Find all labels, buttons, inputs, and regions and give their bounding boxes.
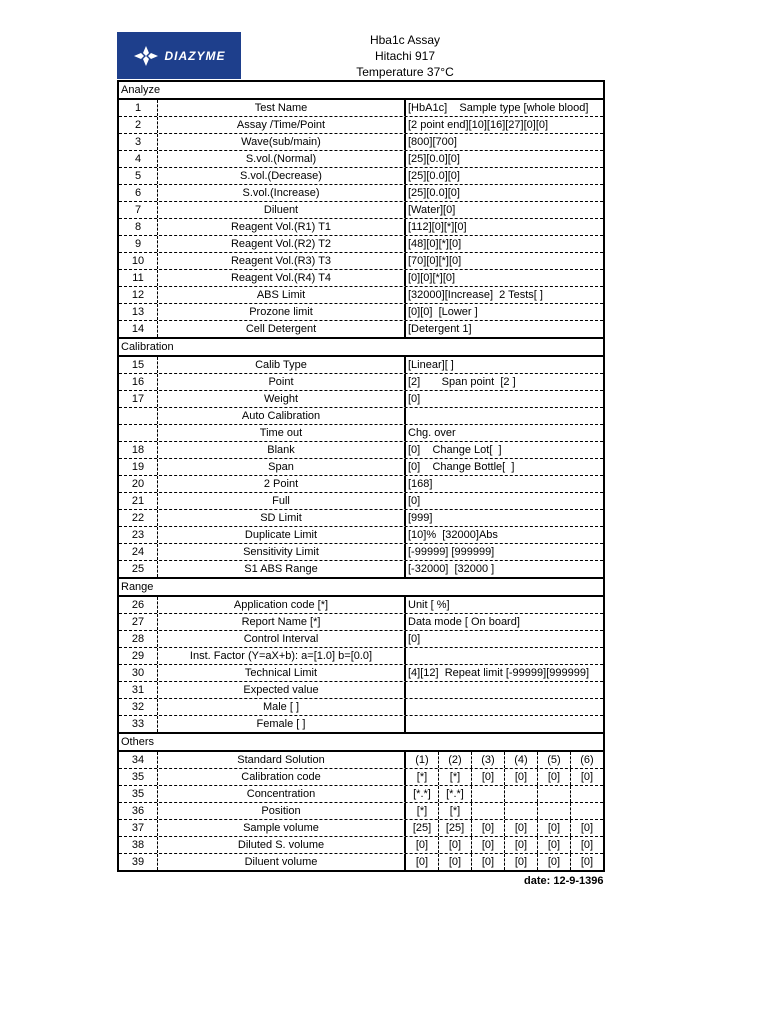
parameter-row (119, 614, 603, 631)
standard-cells (406, 820, 603, 836)
parameter-value: [0] (408, 495, 421, 507)
parameter-name: Position (158, 803, 406, 819)
standard-cell: [25] (439, 820, 472, 836)
row-number: 23 (119, 527, 158, 543)
parameter-name: Sensitivity Limit (158, 544, 406, 560)
standard-cell: [0] (406, 854, 439, 870)
parameter-name: S.vol.(Increase) (158, 185, 406, 201)
parameter-value (406, 682, 603, 698)
parameter-value: [0] (408, 393, 421, 405)
parameter-row (119, 476, 603, 493)
parameter-name: ABS Limit (158, 287, 406, 303)
standard-cell: [*] (439, 769, 472, 785)
parameter-value: [0] Change Bottle[ ] (408, 461, 515, 473)
parameter-row (119, 151, 603, 168)
section-title-others: Others (119, 734, 603, 752)
parameter-value (406, 648, 603, 664)
standard-cell: [0] (538, 854, 571, 870)
section-title-analyze: Analyze (119, 82, 603, 100)
standard-cell (472, 786, 505, 802)
parameter-name: Calib Type (158, 357, 406, 373)
standard-cell (505, 786, 538, 802)
standard-cell (538, 786, 571, 802)
parameter-name: Assay /Time/Point (158, 117, 406, 133)
row-number: 19 (119, 459, 158, 475)
parameter-row (119, 236, 603, 253)
parameter-name: Reagent Vol.(R3) T3 (158, 253, 406, 269)
parameter-value: [999] (408, 512, 433, 524)
standard-cell: [0] (505, 769, 538, 785)
parameter-row (119, 682, 603, 699)
row-number: 3 (119, 134, 158, 150)
standard-cell: [*] (406, 769, 439, 785)
parameter-value: [0] (408, 633, 421, 645)
standard-cell: [0] (505, 854, 538, 870)
standard-cells (406, 752, 603, 768)
parameter-name: Diluted S. volume (158, 837, 406, 853)
header-instrument: Hitachi 917 (374, 49, 436, 63)
parameter-row (119, 716, 603, 734)
logo-text: DIAZYME (164, 48, 226, 63)
standard-cell: [0] (472, 769, 505, 785)
parameter-name: Technical Limit (158, 665, 406, 681)
parameter-value: [32000][Increase] 2 Tests[ ] (408, 289, 543, 301)
parameter-name: Full (158, 493, 406, 509)
row-number: 25 (119, 561, 158, 577)
parameter-row (119, 459, 603, 476)
parameter-row (119, 561, 603, 579)
parameter-value: [25][0.0][0] (408, 170, 460, 182)
row-number (119, 408, 158, 424)
standard-cell: [25] (406, 820, 439, 836)
parameter-row (119, 391, 603, 408)
standard-cell: [*.*] (406, 786, 439, 802)
row-number: 17 (119, 391, 158, 407)
row-number: 30 (119, 665, 158, 681)
section-title-calibration: Calibration (119, 339, 603, 357)
parameter-value (406, 408, 603, 424)
parameter-row (119, 168, 603, 185)
row-number: 13 (119, 304, 158, 320)
parameter-row (119, 270, 603, 287)
parameter-row (119, 648, 603, 665)
parameter-value: [Water][0] (408, 204, 456, 216)
standard-cell: [0] (472, 820, 505, 836)
standard-cell: [0] (580, 822, 594, 834)
parameter-value: [48][0][*][0] (408, 238, 462, 250)
row-number: 31 (119, 682, 158, 698)
row-number: 15 (119, 357, 158, 373)
parameter-name: Cell Detergent (158, 321, 406, 337)
row-number: 12 (119, 287, 158, 303)
parameter-name: Report Name [*] (158, 614, 406, 630)
parameter-name: 2 Point (158, 476, 406, 492)
row-number: 29 (119, 648, 158, 664)
parameter-name: Wave(sub/main) (158, 134, 406, 150)
standard-cells (406, 769, 603, 785)
standard-cell: [*] (406, 803, 439, 819)
header-temperature: Temperature 37°C (356, 65, 454, 79)
row-number: 34 (119, 752, 158, 768)
standard-cell: [0] (439, 854, 472, 870)
standard-cell (538, 803, 571, 819)
row-number: 38 (119, 837, 158, 853)
parameter-row (119, 287, 603, 304)
parameter-row (119, 117, 603, 134)
parameter-value: [-32000] [32000 ] (408, 563, 495, 575)
parameter-name: Concentration (158, 786, 406, 802)
parameter-row (119, 597, 603, 614)
standard-cell: [0] (439, 837, 472, 853)
parameter-name: Sample volume (158, 820, 406, 836)
parameter-row (119, 493, 603, 510)
standard-cell: [0] (472, 854, 505, 870)
row-number: 10 (119, 253, 158, 269)
standard-cell: [*] (439, 803, 472, 819)
standard-cell: (2) (439, 752, 472, 768)
standard-cell: [0] (538, 769, 571, 785)
row-number: 2 (119, 117, 158, 133)
parameter-name: Blank (158, 442, 406, 458)
parameter-value: [Detergent 1] (408, 323, 472, 335)
parameter-name: S.vol.(Decrease) (158, 168, 406, 184)
parameter-row (119, 510, 603, 527)
standard-cell: [*.*] (439, 786, 472, 802)
parameter-row (119, 408, 603, 425)
standard-cell: [0] (580, 839, 594, 851)
row-number: 6 (119, 185, 158, 201)
row-number: 26 (119, 597, 158, 613)
parameter-row (119, 752, 603, 769)
parameter-name: Reagent Vol.(R2) T2 (158, 236, 406, 252)
parameter-value: [Linear][ ] (408, 359, 454, 371)
parameter-value: [0] Change Lot[ ] (408, 444, 502, 456)
parameter-row (119, 202, 603, 219)
parameter-value: [70][0][*][0] (408, 255, 462, 267)
standard-cells (406, 803, 603, 819)
diazyme-mark-icon (133, 45, 159, 67)
row-number: 9 (119, 236, 158, 252)
row-number: 37 (119, 820, 158, 836)
parameter-name: Male [ ] (158, 699, 406, 715)
row-number: 32 (119, 699, 158, 715)
parameter-row (119, 134, 603, 151)
standard-cell: [0] (538, 837, 571, 853)
parameter-row (119, 425, 603, 442)
parameter-row (119, 803, 603, 820)
row-number: 36 (119, 803, 158, 819)
standard-cell: (4) (505, 752, 538, 768)
row-number: 35 (119, 769, 158, 785)
row-number: 22 (119, 510, 158, 526)
parameter-name: Diluent volume (158, 854, 406, 870)
parameter-row (119, 321, 603, 339)
standard-cell (571, 786, 603, 802)
parameter-value: [10]% [32000]Abs (408, 529, 498, 541)
parameter-value: Unit [ %] (408, 599, 450, 611)
standard-cell: [0] (580, 771, 594, 783)
parameter-value: [25][0.0][0] (408, 153, 460, 165)
parameter-name: Female [ ] (158, 716, 406, 732)
parameter-row (119, 544, 603, 561)
standard-cell: (5) (538, 752, 571, 768)
parameter-value: [4][12] Repeat limit [-99999][999999] (408, 667, 590, 679)
parameter-name: Auto Calibration (158, 408, 406, 424)
row-number: 4 (119, 151, 158, 167)
row-number: 7 (119, 202, 158, 218)
row-number: 21 (119, 493, 158, 509)
parameter-name: Span (158, 459, 406, 475)
standard-cell: [0] (406, 837, 439, 853)
parameter-name: Duplicate Limit (158, 527, 406, 543)
assay-parameter-sheet (117, 80, 605, 872)
document-header (300, 32, 510, 80)
parameter-row (119, 820, 603, 837)
parameter-value: [112][0][*][0] (408, 221, 467, 233)
parameter-row (119, 837, 603, 854)
parameter-row (119, 253, 603, 270)
standard-cells (406, 854, 603, 870)
row-number (119, 425, 158, 441)
parameter-name: Reagent Vol.(R1) T1 (158, 219, 406, 235)
parameter-name: Prozone limit (158, 304, 406, 320)
parameter-value: Chg. over (408, 427, 456, 439)
parameter-row (119, 527, 603, 544)
parameter-name: Point (158, 374, 406, 390)
row-number: 16 (119, 374, 158, 390)
parameter-name: Weight (158, 391, 406, 407)
parameter-value: [800][700] (408, 136, 457, 148)
parameter-row (119, 374, 603, 391)
row-number: 28 (119, 631, 158, 647)
parameter-value: [HbA1c] Sample type [whole blood] (408, 102, 589, 114)
row-number: 11 (119, 270, 158, 286)
parameter-name: Inst. Factor (Y=aX+b): a=[1.0] b=[0.0] (158, 648, 406, 664)
row-number: 8 (119, 219, 158, 235)
parameter-row (119, 304, 603, 321)
parameter-value: [168] (408, 478, 433, 490)
standard-cell (505, 803, 538, 819)
parameter-row (119, 665, 603, 682)
row-number: 14 (119, 321, 158, 337)
parameter-value: [0][0] [Lower ] (408, 306, 478, 318)
standard-cell (472, 803, 505, 819)
parameter-name: Reagent Vol.(R4) T4 (158, 270, 406, 286)
parameter-name: Time out (158, 425, 406, 441)
row-number: 5 (119, 168, 158, 184)
parameter-row (119, 442, 603, 459)
row-number: 33 (119, 716, 158, 732)
parameter-name: Expected value (158, 682, 406, 698)
standard-cell: (3) (472, 752, 505, 768)
parameter-value (406, 699, 603, 715)
parameter-value (406, 716, 603, 732)
standard-cell: [0] (538, 820, 571, 836)
document-date: date: 12-9-1396 (524, 875, 604, 887)
standard-cell: [0] (472, 837, 505, 853)
section-title-range: Range (119, 579, 603, 597)
parameter-name: Standard Solution (158, 752, 406, 768)
row-number: 39 (119, 854, 158, 870)
standard-cell (571, 803, 603, 819)
standard-cells (406, 837, 603, 853)
parameter-name: Calibration code (158, 769, 406, 785)
parameter-row (119, 631, 603, 648)
parameter-row (119, 699, 603, 716)
parameter-row (119, 769, 603, 786)
parameter-value: [0][0][*][0] (408, 272, 456, 284)
parameter-value: [2] Span point [2 ] (408, 376, 516, 388)
parameter-name: Application code [*] (158, 597, 406, 613)
row-number: 35 (119, 786, 158, 802)
parameter-row (119, 185, 603, 202)
parameter-row (119, 854, 603, 870)
row-number: 24 (119, 544, 158, 560)
parameter-name: S.vol.(Normal) (158, 151, 406, 167)
header-title: Hba1c Assay (369, 33, 441, 47)
row-number: 27 (119, 614, 158, 630)
diazyme-logo (117, 32, 241, 79)
parameter-name: Diluent (158, 202, 406, 218)
parameter-value: [-99999] [999999] (408, 546, 495, 558)
parameter-value: Data mode [ On board] (408, 616, 520, 628)
standard-cell: [0] (505, 837, 538, 853)
standard-cell: [0] (580, 856, 594, 868)
standard-cell: (1) (406, 752, 439, 768)
standard-cell: (6) (580, 754, 594, 766)
parameter-row (119, 100, 603, 117)
standard-cells (406, 786, 603, 802)
standard-cell: [0] (505, 820, 538, 836)
parameter-row (119, 786, 603, 803)
row-number: 18 (119, 442, 158, 458)
parameter-value: [25][0.0][0] (408, 187, 460, 199)
parameter-value: [2 point end][10][16][27][0][0] (408, 119, 549, 131)
parameter-name: Test Name (158, 100, 406, 116)
row-number: 20 (119, 476, 158, 492)
parameter-name: SD Limit (158, 510, 406, 526)
parameter-name: Control Interval (158, 631, 406, 647)
parameter-row (119, 219, 603, 236)
row-number: 1 (119, 100, 158, 116)
parameter-name: S1 ABS Range (158, 561, 406, 577)
parameter-row (119, 357, 603, 374)
